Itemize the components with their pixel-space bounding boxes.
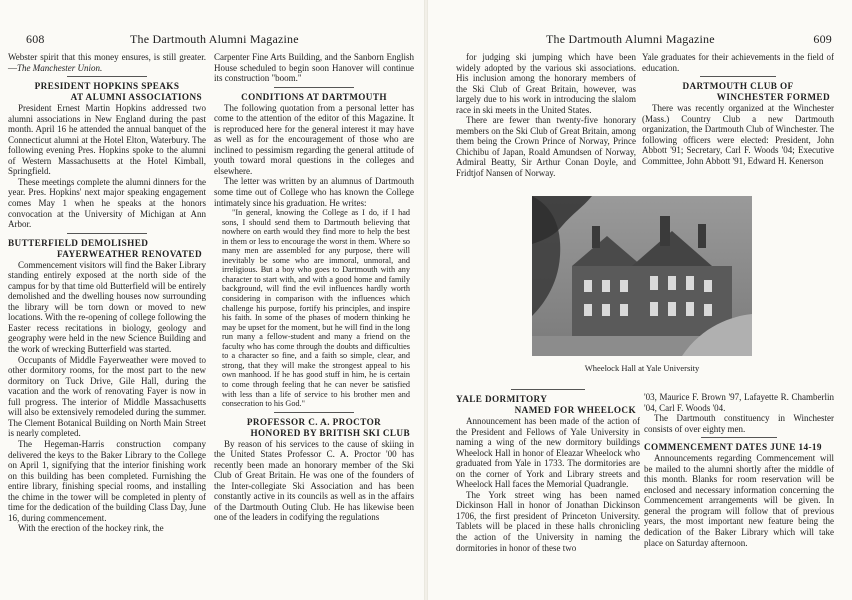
right-top-column-2: [642, 52, 834, 166]
divider: [700, 76, 777, 77]
article-paragraph: Announcement has been made of the action of the President and Fellows of Yale University in naming a wing of the new dormitory buildings Wheelock Hall in honor of Eleazar Wheelock who graduated from Yale in 1733. The dormitories are on the corner of York and Library streets and Wheelock Hall faces the Memorial Quadrangle.: [456, 416, 640, 490]
article-paragraph: By reason of his services to the cause of skiing in the United States Professor C. A. Proctor '00 has recently been made an honorary member of the Ski Club of Great Britain. He was one of the founders of the Inter-collegiate Ski Association and has been constantly active in its councils as well as in the affairs of the Dartmouth Outing Club. He has likewise been one of the leaders in codifying the regulations: [214, 438, 414, 523]
photo-caption: Wheelock Hall at Yale University: [584, 363, 700, 373]
building-illustration: [532, 196, 752, 356]
right-page: [426, 0, 852, 600]
left-column-1: [8, 52, 206, 534]
article-paragraph: for judging ski jumping which have been widely adopted by the various ski associations. His inclusion among the honorary members of the Ski Club of Great Britain, however, was largely due to his work in introducing the slalom race in ski meets in the United States.: [456, 52, 636, 115]
article-heading-butterfield: BUTTERFIELD DEMOLISHED FAYERWEATHER RENOVATED: [8, 237, 202, 259]
article-paragraph: There was recently organized at the Winchester (Mass.) Country Club a new Dartmouth organization, the Dartmouth Club of Winchester. The following officers were elected: President, John Abbott '91; Secretary, Carl F. Woods '04; Executive Committee, John Abbott '91, Edward H. Kenerson: [642, 103, 834, 166]
article-heading-yale: YALE DORMITORY NAMED FOR WHEELOCK: [456, 394, 636, 415]
wheelock-hall-photo: [532, 196, 752, 356]
article-paragraph: These meetings complete the alumni dinners for the year. Pres. Hopkins' next major speaking engagement comes May 1 when he speaks at the honors convocation at the University of Michigan at Ann Arbor.: [8, 176, 206, 230]
left-page-number: 608: [26, 32, 45, 46]
left-header-title: The Dartmouth Alumni Magazine: [130, 32, 299, 46]
article-paragraph: President Ernest Martin Hopkins addressed two alumni associations in New England during the past month. April 16 he attended the annual banquet of the Connecticut alumni at the Hotel Elton, Waterbury. The following evening Pres. Hopkins spoke to the alumni of Western Massachusetts at the Hotel Kimball, Springfield.: [8, 103, 206, 177]
article-paragraph: Occupants of Middle Fayerweather were moved to other dormitory rooms, for the most part to the new dormitory on Tuck Drive, Gile Hall, during the vacation and the work of renovating Fayer is now in full progress. The interior of Middle Massachusetts will also be extensively remodeled during the summer. The Clement Botanical Building on North Main Street is nearly completed.: [8, 354, 206, 439]
left-column-2: [214, 52, 414, 523]
continued-text: Yale graduates for their achievements in the field of education.: [642, 52, 834, 73]
block-quote: "In general, knowing the College as I do, if I had sons, I should send them to Dartmouth believing that nowhere on earth would they find more to help the best in them or less to encourage the worst in them. Where so many men are assembled for any purpose, there will inevitably be some who are immoral, unmoral, and irreligious. But a boy who goes to Dartmouth with any character to start with, and with a good home and family background, will find the evil influences hardly worth considering in comparison with the influences which challenge his purpose, fortify his principles, and inspire his faith. In some of the phases of modern thinking he may be upset for the moment, but he will find in the long run many a fellow-student and many a friend on the faculty who has come through the doubts and difficulties to a character so fine, and a faith so simple, clear, and strong, that they will make the strongest appeal to his own manhood. If he has good stuff in him, he is certain to come through feeling that he can never be satisfied with less than a life of service to his brother men and consecration to his God.": [222, 208, 410, 409]
article-paragraph: There are fewer than twenty-five honorary members on the Ski Club of Great Britain, among them being the Crown Prince of Norway, Prince Chichibu of Japan, Roald Amundsen of Norway, Admiral Beatty, Sir Arthur Conan Doyle, and Fridtjof Nansen of Norway.: [456, 115, 636, 179]
article-paragraph: The letter was written by an alumnus of Dartmouth some time out of College who has known the College intimately since his graduation. He writes:: [214, 176, 414, 208]
right-bottom-column-1: [456, 386, 640, 553]
divider: [511, 389, 585, 390]
right-header-title: The Dartmouth Alumni Magazine: [546, 32, 715, 46]
article-heading-winchester: DARTMOUTH CLUB OF WINCHESTER FORMED: [682, 81, 830, 103]
article-heading-hopkins: PRESIDENT HOPKINS SPEAKS AT ALUMNI ASSOCIATIONS: [34, 81, 202, 103]
right-page-number: 609: [813, 32, 832, 46]
divider: [67, 233, 146, 234]
continued-text: Carpenter Fine Arts Building, and the Sanborn English House scheduled to begin soon Hanover will continue its construction "boom.": [214, 52, 414, 84]
divider: [701, 437, 777, 438]
article-paragraph: The Hegeman-Harris construction company delivered the keys to the Baker Library to the College on April 1, signifying that the interior finishing work on this building has been completed. Furnishing the entire library, finishing special rooms, and installing the chime in the tower will be completed in plenty of time for the dedication of the building Class Day, June 16, during commencement.: [8, 438, 206, 523]
article-paragraph: The York street wing has been named Dickinson Hall in honor of Jonathan Dickinson 1706, the first president of Princeton University. Tablets will be placed in these halls chronicling the action of the University in naming the dormitories in honor of these two: [456, 489, 640, 553]
article-paragraph: With the erection of the hockey rink, the: [18, 523, 164, 534]
article-paragraph: Announcements regarding Commencement will be mailed to the alumni shortly after the middle of this month. Blanks for room reservation will be enclosed and necessary information concerning the Commencement arrangements will be given. In general the program will follow that of previous years, the most important new feature being the dedication of the Baker Library which will take place on Saturday afternoon.: [644, 453, 834, 548]
divider: [67, 76, 146, 77]
divider: [274, 412, 354, 413]
article-heading-commencement: COMMENCEMENT DATES JUNE 14-19: [644, 442, 822, 453]
continued-text: '03, Maurice F. Brown '97, Lafayette R. Chamberlin '04, Carl F. Woods '04.: [644, 392, 834, 413]
article-heading-conditions: CONDITIONS AT DARTMOUTH: [241, 91, 387, 102]
continued-text: Webster spirit that this money ensures, is still greater.—The Manchester Union.: [8, 52, 206, 73]
right-top-column-1: [456, 52, 636, 179]
article-paragraph: Commencement visitors will find the Baker Library standing entirely exposed at the north side of the campus for by that time old Butterfield will be entirely demolished and the dwelling houses now surrounding the library will be torn down or moved to new locations. With the re-opening of college following the Easter recess recitations in biology, geology and geography were held in the new Science Building and the work of wrecking Butterfield was started.: [8, 259, 206, 355]
right-bottom-column-2: [644, 392, 834, 548]
article-paragraph: The following quotation from a personal letter has come to the attention of the editor of this Magazine. It is reproduced here for the general interest it may have as well as for the encouragement of those who are inclined to pessimism regarding the general attitude of youth toward moral questions in the colleges and elsewhere.: [214, 102, 414, 176]
article-heading-proctor: PROFESSOR C. A. PROCTOR HONORED BY BRITISH SKI CLUB: [246, 416, 410, 438]
divider: [274, 87, 354, 88]
article-paragraph: The Dartmouth constituency in Winchester consists of over eighty men.: [644, 413, 834, 434]
